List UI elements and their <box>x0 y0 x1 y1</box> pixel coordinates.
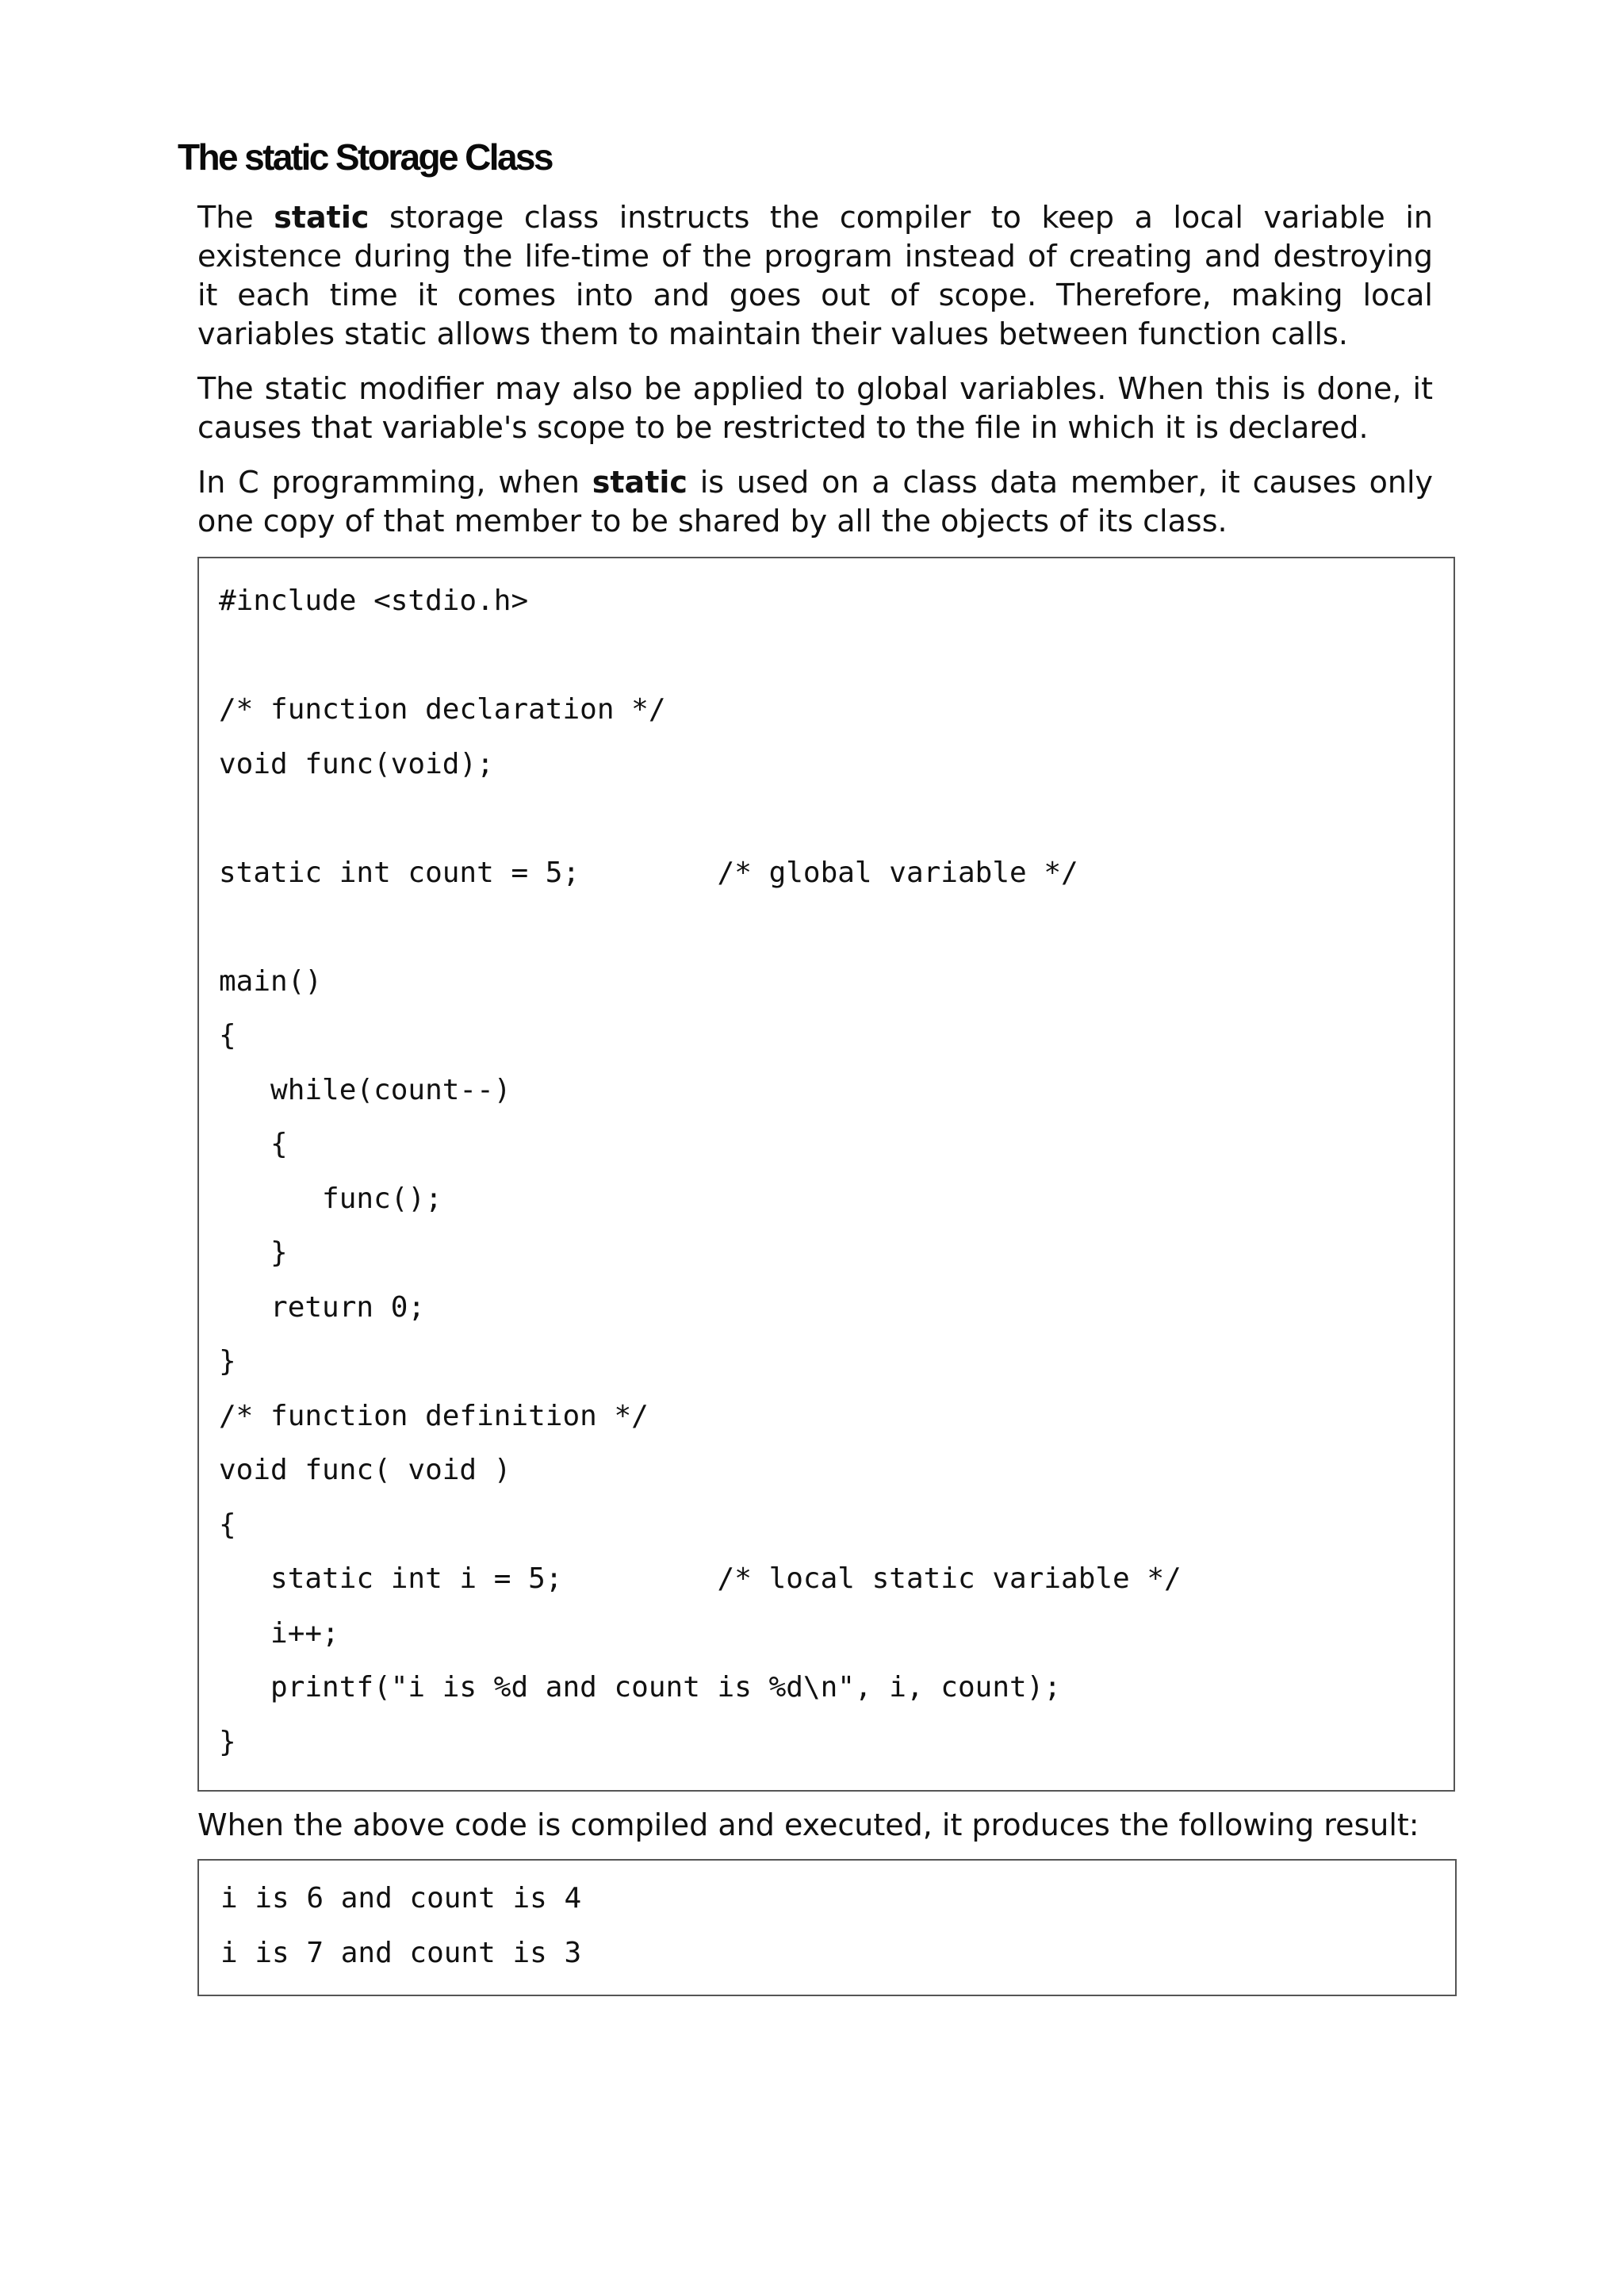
code-line: } <box>219 1345 236 1378</box>
code-line: i++; <box>219 1616 339 1650</box>
code-listing <box>197 557 1455 1792</box>
code-line <box>219 798 1454 853</box>
code-line: printf("i is %d and count is %d\n", i, count); <box>219 1671 1062 1704</box>
code-line <box>219 635 1454 690</box>
paragraph-text: The <box>197 200 274 235</box>
section-heading: The static Storage Class <box>178 136 552 178</box>
code-line: /* function declaration */ <box>219 693 666 726</box>
code-line: static int i = 5; /* local static variable */ <box>219 1562 1182 1595</box>
code-line: static int count = 5; /* global variable */ <box>219 856 1078 889</box>
program-output <box>197 1859 1457 1996</box>
output-line: i is 6 and count is 4 <box>220 1882 582 1915</box>
paragraph-text: storage class instructs the compiler to keep a local variable in existence during the life-time of the program instead of creating and destroying it each time it comes into and goes out of scope. Therefore, making local variables static allows them to maintain their values between function calls. <box>197 200 1433 351</box>
paragraph-static-local <box>197 198 1433 354</box>
keyword-static: static <box>592 465 688 500</box>
code-line: /* function definition */ <box>219 1399 649 1432</box>
code-line: { <box>219 1128 288 1160</box>
code-line: { <box>219 1508 236 1541</box>
keyword-static: static <box>274 200 370 235</box>
paragraph-text: In C programming, when <box>197 465 592 500</box>
output-line: i is 7 and count is 3 <box>220 1936 582 1969</box>
code-line: void func(void); <box>219 747 494 780</box>
code-line: { <box>219 1019 236 1052</box>
code-line: return 0; <box>219 1290 426 1324</box>
paragraph-text: is used on a class data member, it causes only one copy of that member to be shared by all the objects of its class. <box>197 465 1433 539</box>
code-line: func(); <box>219 1182 442 1215</box>
output-intro: When the above code is compiled and executed, it produces the following result: <box>197 1807 1419 1842</box>
document-body <box>197 198 1433 1996</box>
code-line: while(count--) <box>219 1073 511 1106</box>
code-line <box>219 907 1454 961</box>
code-line: } <box>219 1725 236 1758</box>
code-line: main() <box>219 964 323 998</box>
paragraph-static-member <box>197 463 1433 541</box>
code-line: } <box>219 1236 288 1269</box>
paragraph-static-global: The static modifier may also be applied to global variables. When this is done, it causes that variable's scope to be restricted to the file in which it is declared. <box>197 371 1433 445</box>
code-line: void func( void ) <box>219 1454 511 1486</box>
code-line: #include <stdio.h> <box>219 585 529 617</box>
